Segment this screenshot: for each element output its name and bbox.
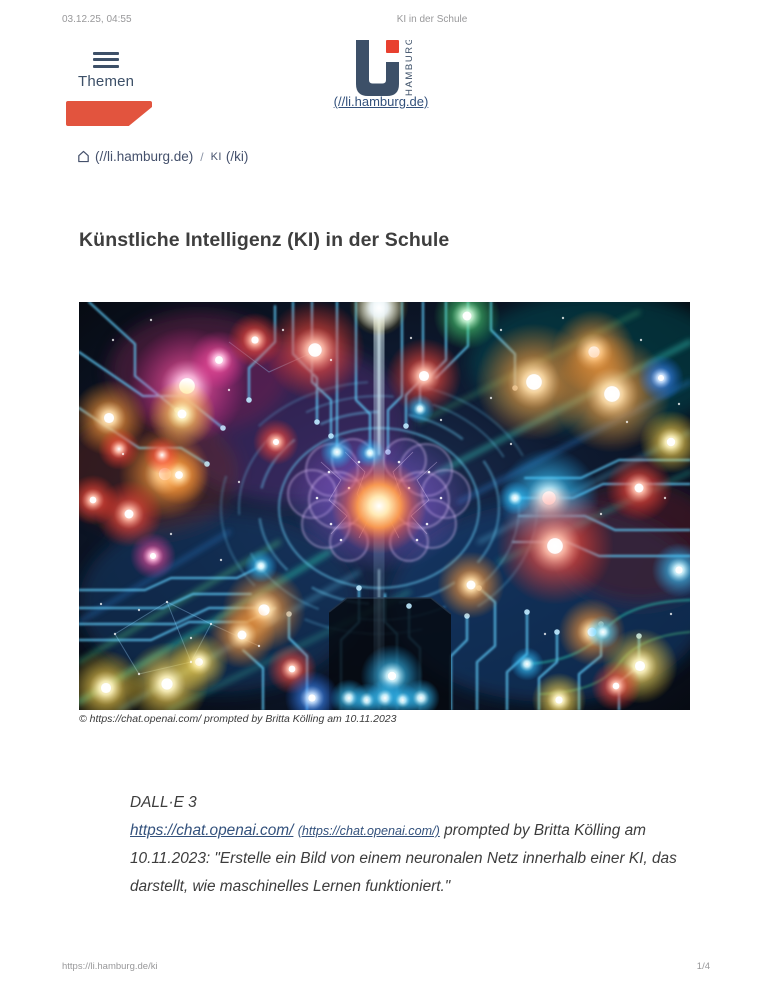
- li-logo-icon: [356, 40, 418, 96]
- breadcrumb-home-label: (//li.hamburg.de): [95, 149, 194, 164]
- article-hero-image: [79, 302, 690, 710]
- breadcrumb-current-path: (/ki): [225, 149, 249, 164]
- print-header-title: KI in der Schule: [396, 14, 468, 25]
- attribution-tool: DALL·E 3: [130, 794, 197, 811]
- hamburg-red-flag-decoration: [66, 101, 152, 126]
- image-caption: © https://chat.openai.com/ prompted by Britta Kölling am 10.11.2023: [79, 713, 397, 725]
- attribution-text: prompted by Britta Kölling am 10.11.2023: "Erstelle ein Bild von einem neuronalen Netz innerhalb einer KI, das darstellt, wie maschinelles Lernen funktioniert.": [130, 822, 677, 895]
- openai-link[interactable]: https://chat.openai.com/: [130, 822, 294, 839]
- print-footer-page-number: 1/4: [696, 961, 710, 972]
- page-title: Künstliche Intelligenz (KI) in der Schule: [79, 229, 450, 251]
- menu-label: Themen: [78, 72, 135, 90]
- print-header-datetime: 03.12.25, 04:55: [62, 14, 132, 25]
- brain-core-glow: [331, 458, 427, 554]
- logo-city-text: HAMBURG: [404, 40, 415, 96]
- neural-network-artwork: [79, 302, 690, 710]
- hamburger-menu-icon: [93, 52, 119, 68]
- li-hamburg-logo[interactable]: [356, 40, 418, 94]
- themen-menu-button[interactable]: [78, 52, 134, 90]
- home-icon: [76, 149, 91, 164]
- logo-home-link[interactable]: (//li.hamburg.de): [333, 94, 429, 109]
- image-attribution-block: [130, 789, 688, 901]
- breadcrumb-home-link[interactable]: [76, 149, 193, 164]
- breadcrumb-separator: /: [200, 149, 204, 164]
- openai-link-secondary[interactable]: (https://chat.openai.com/): [297, 824, 440, 838]
- breadcrumb-current-abbr: KI: [210, 150, 222, 163]
- logo-red-dot: [386, 40, 399, 53]
- print-footer-url: https://li.hamburg.de/ki: [62, 961, 158, 972]
- breadcrumb-current-link[interactable]: [211, 149, 249, 164]
- breadcrumb: [76, 149, 248, 164]
